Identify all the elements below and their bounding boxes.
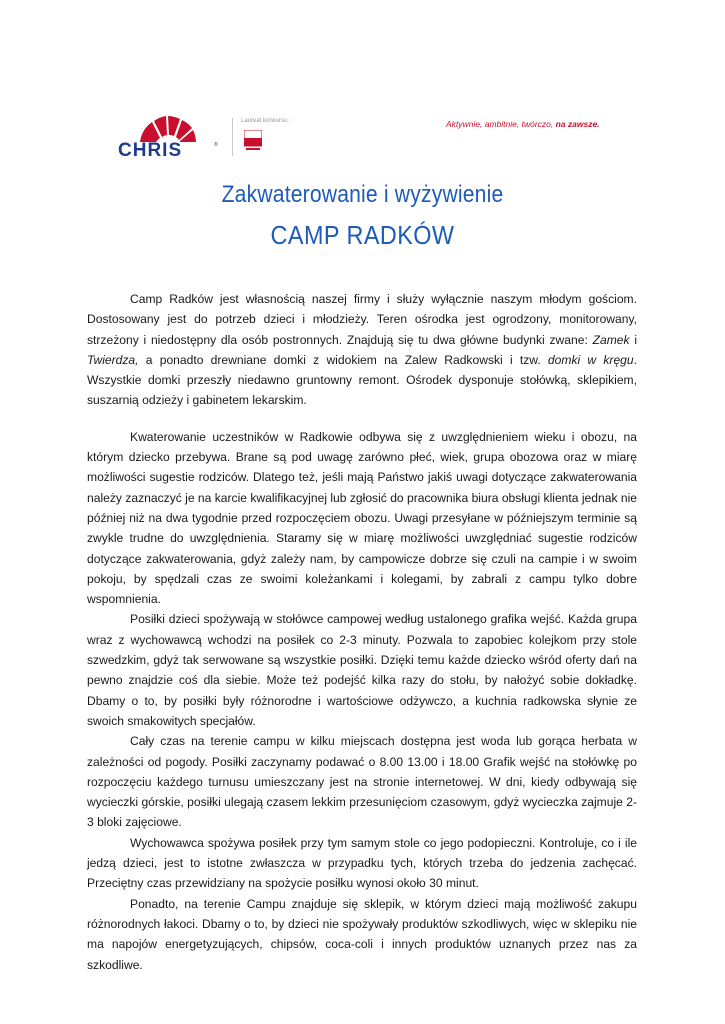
paragraph-text: Camp Radków jest własnością naszej firmy i służy wyłącznie naszym młodym gościom. Dostosowany jest do potrzeb dzieci i młodzieży. Teren ośrodka jest ogrodzony, monitorowany, strzeżony i niedostępny dla osób postronnych. Znajdują się tu dwa główne budynki zwane:: [87, 292, 637, 347]
registered-icon: ®: [214, 142, 218, 148]
paragraph-text: i: [629, 332, 638, 347]
italic-term: Twierdza,: [87, 352, 139, 367]
body-paragraph: [87, 833, 637, 894]
paragraph-text: Kwaterowanie uczestników w Radkowie odbywa się z uwzględnieniem wieku i obozu, na którym dziecko przebywa. Brane są pod uwagę zarówno płeć, wiek, grupa obozowa oraz w miarę możliwości sugestie rodziców. Dlatego też, jeśli mają Państwo jakiś uwagi dotyczące zakwaterowania należy zaznaczyć je na karcie kwalifikacyjnej lub zgłosić do pracownika biura obsługi klienta jednak nie później niż na dwa tygodnie przed rozpoczęciem obozu. Uwagi przesyłane w późniejszym terminie są zwykle trudne do uwzględnienia. Staramy się w miarę możliwości uwzględniać sugestie rodziców dotyczące zakwaterowania, gdyż zależy nam, by campowicze dobrze się czuli na campie i w swoim pokoju, by spędzali czas ze swoimi koleżankami i kolegami, by zabrali z campu tylko dobre wspomnienia.: [87, 429, 637, 607]
chris-logo: [118, 116, 218, 160]
body-paragraph: [87, 609, 637, 731]
body-paragraph: [87, 289, 637, 411]
paragraph-text: Ponadto, na terenie Campu znajduje się sklepik, w którym dzieci mają możliwość zakupu różnorodnych łakoci. Dbamy o to, by dzieci nie spożywały produktów szkodliwych, więc w sklepiku nie ma napojów energetyzujących, chipsów, coca-coli i innych produktów uznanych przez nas za szkodliwe.: [87, 896, 637, 972]
logo-rays: [140, 116, 196, 142]
paragraph-text: a ponadto drewniane domki z widokiem na Zalew Radkowski i tzw.: [138, 352, 548, 367]
italic-term: Zamek: [592, 332, 630, 347]
header-divider: [232, 118, 233, 156]
paragraph-text: Posiłki dzieci spożywają w stołówce campowej według ustalonego grafika wejść. Każda grupa wraz z wychowawcą wchodzi na posiłek co 2-3 minuty. Pozwala to zapobiec kolejkom przy stole szwedzkim, gdyż tak serwowane są wszystkie posiłki. Dzięki temu każde dziecko wśród oferty dań na pewno znajdzie coś dla siebie. Może też podejść kilka razy do stołu, by nałożyć sobie dokładkę. Dbamy o to, by posiłki były różnorodne i wartościowe odżywczo, a kuchnia radkowska słynie ze swoich smakowitych specjałów.: [87, 612, 637, 728]
slogan: [446, 119, 600, 129]
sun-rays-icon: [118, 116, 218, 142]
body-paragraph: [87, 894, 637, 975]
document-subtitle: CAMP RADKÓW: [270, 220, 455, 250]
paragraph-text: Wychowawca spożywa posiłek przy tym samym stole co jego podopieczni. Kontroluje, co i ile jedzą dzieci, jest to istotne zwłaszcza w przypadku tych, których trzeba do jedzenia zachęcać. Przeciętny czas przewidziany na spożycie posiłku wynosi około 30 minut.: [87, 835, 637, 891]
slogan-emphasis: na zawsze.: [555, 119, 600, 129]
laureat-label: Laureat konkursu:: [241, 118, 290, 124]
body-paragraph: [87, 731, 637, 832]
paragraph-text: . Wszystkie domki przeszły niedawno gruntowny remont. Ośrodek dysponuje stołówką, sklepikiem, suszarnią odzieży i gabinetem lekarskim.: [87, 352, 637, 408]
body-paragraph: [87, 427, 637, 610]
award-badge-icon: [244, 130, 262, 152]
letterhead: [0, 0, 725, 170]
italic-term: domki w kręgu: [547, 352, 634, 367]
logo-wordmark: CHRIS: [118, 140, 183, 161]
slogan-text: Aktywnie, ambitnie, twórczo,: [446, 119, 554, 129]
paragraph-text: Cały czas na terenie campu w kilku miejscach dostępna jest woda lub gorąca herbata w zależności od pogody. Posiłki zaczynamy podawać o 8.00 13.00 i 18.00 Grafik wejść na stołówkę po rozpoczęciu każdego turnusu umieszczany jest na stronie internetowej. W dni, kiedy odbywają się wycieczki górskie, posiłki ulegają czasem lekkim przesunięciom czasowym, gdyż wycieczka zajmuje 2-3 bloki zajęciowe.: [87, 734, 637, 830]
document-body: [87, 289, 637, 975]
document-title: Zakwaterowanie i wyżywienie: [221, 181, 504, 208]
